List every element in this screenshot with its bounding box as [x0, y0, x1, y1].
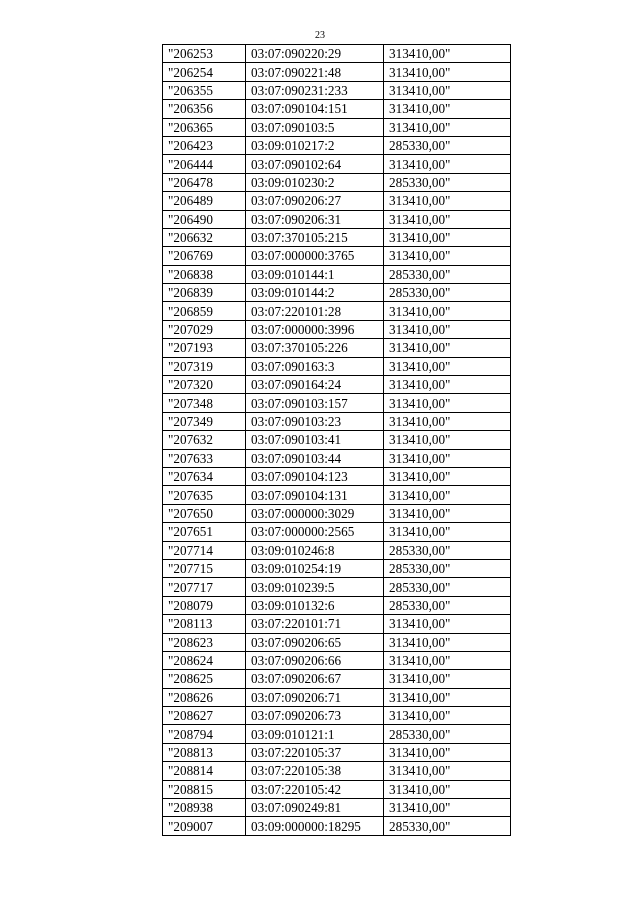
record-number-cell: "207634 [163, 467, 246, 485]
table-row [163, 192, 511, 210]
record-number-cell: "207348 [163, 394, 246, 412]
record-number-cell: "208626 [163, 688, 246, 706]
cadastral-number-cell: 03:07:090221:48 [246, 63, 384, 81]
value-cell: 313410,00" [384, 688, 511, 706]
cadastral-number-cell: 03:09:010144:1 [246, 265, 384, 283]
record-number-cell: "208625 [163, 670, 246, 688]
record-number-cell: "207715 [163, 559, 246, 577]
record-number-cell: "206838 [163, 265, 246, 283]
table-row [163, 651, 511, 669]
value-cell: 285330,00" [384, 817, 511, 835]
value-cell: 313410,00" [384, 780, 511, 798]
table-row [163, 467, 511, 485]
record-number-cell: "206423 [163, 136, 246, 154]
value-cell: 313410,00" [384, 707, 511, 725]
table-row [163, 63, 511, 81]
table-row [163, 339, 511, 357]
record-number-cell: "207717 [163, 578, 246, 596]
value-cell: 313410,00" [384, 320, 511, 338]
record-number-cell: "208813 [163, 743, 246, 761]
cadastral-number-cell: 03:07:090206:73 [246, 707, 384, 725]
record-number-cell: "206356 [163, 100, 246, 118]
record-number-cell: "208627 [163, 707, 246, 725]
value-cell: 285330,00" [384, 284, 511, 302]
value-cell: 313410,00" [384, 63, 511, 81]
cadastral-number-cell: 03:07:090249:81 [246, 799, 384, 817]
record-number-cell: "206769 [163, 247, 246, 265]
record-number-cell: "208624 [163, 651, 246, 669]
table-body [163, 45, 511, 836]
cadastral-number-cell: 03:09:010217:2 [246, 136, 384, 154]
page-number: 23 [315, 30, 325, 41]
cadastral-number-cell: 03:07:220101:71 [246, 615, 384, 633]
value-cell: 313410,00" [384, 799, 511, 817]
cadastral-number-cell: 03:09:010132:6 [246, 596, 384, 614]
value-cell: 313410,00" [384, 118, 511, 136]
cadastral-number-cell: 03:09:010144:2 [246, 284, 384, 302]
record-number-cell: "208079 [163, 596, 246, 614]
cadastral-number-cell: 03:07:220101:28 [246, 302, 384, 320]
table-row [163, 559, 511, 577]
table-row [163, 523, 511, 541]
table-row [163, 578, 511, 596]
table-row [163, 136, 511, 154]
value-cell: 313410,00" [384, 523, 511, 541]
table-row [163, 357, 511, 375]
record-number-cell: "208623 [163, 633, 246, 651]
value-cell: 313410,00" [384, 357, 511, 375]
record-number-cell: "208794 [163, 725, 246, 743]
table-row [163, 743, 511, 761]
record-number-cell: "206253 [163, 45, 246, 63]
cadastral-number-cell: 03:07:090206:66 [246, 651, 384, 669]
record-number-cell: "206355 [163, 81, 246, 99]
cadastral-number-cell: 03:07:090103:23 [246, 412, 384, 430]
table-row [163, 799, 511, 817]
value-cell: 313410,00" [384, 210, 511, 228]
value-cell: 313410,00" [384, 155, 511, 173]
value-cell: 313410,00" [384, 431, 511, 449]
table-row [163, 228, 511, 246]
record-number-cell: "206254 [163, 63, 246, 81]
value-cell: 285330,00" [384, 596, 511, 614]
table-row [163, 284, 511, 302]
cadastral-number-cell: 03:07:090231:233 [246, 81, 384, 99]
value-cell: 313410,00" [384, 247, 511, 265]
table-row [163, 707, 511, 725]
cadastral-number-cell: 03:09:010254:19 [246, 559, 384, 577]
value-cell: 313410,00" [384, 651, 511, 669]
record-number-cell: "208815 [163, 780, 246, 798]
record-number-cell: "206365 [163, 118, 246, 136]
record-number-cell: "207193 [163, 339, 246, 357]
value-cell: 313410,00" [384, 302, 511, 320]
cadastral-number-cell: 03:07:090103:44 [246, 449, 384, 467]
cadastral-number-cell: 03:07:090206:65 [246, 633, 384, 651]
record-number-cell: "208938 [163, 799, 246, 817]
cadastral-number-cell: 03:07:000000:3029 [246, 504, 384, 522]
value-cell: 313410,00" [384, 743, 511, 761]
record-number-cell: "207320 [163, 376, 246, 394]
record-number-cell: "208814 [163, 762, 246, 780]
cadastral-number-cell: 03:07:220105:42 [246, 780, 384, 798]
data-table [162, 44, 511, 836]
record-number-cell: "207632 [163, 431, 246, 449]
cadastral-number-cell: 03:07:090104:131 [246, 486, 384, 504]
cadastral-number-cell: 03:07:090104:151 [246, 100, 384, 118]
cadastral-number-cell: 03:07:370105:226 [246, 339, 384, 357]
table-row [163, 670, 511, 688]
record-number-cell: "206632 [163, 228, 246, 246]
value-cell: 313410,00" [384, 486, 511, 504]
cadastral-number-cell: 03:07:090164:24 [246, 376, 384, 394]
cadastral-number-cell: 03:07:000000:3765 [246, 247, 384, 265]
value-cell: 313410,00" [384, 192, 511, 210]
cadastral-number-cell: 03:09:010239:5 [246, 578, 384, 596]
cadastral-number-cell: 03:07:090102:64 [246, 155, 384, 173]
table-row [163, 173, 511, 191]
cadastral-number-cell: 03:09:010121:1 [246, 725, 384, 743]
record-number-cell: "206478 [163, 173, 246, 191]
table-row [163, 247, 511, 265]
record-number-cell: "207650 [163, 504, 246, 522]
value-cell: 313410,00" [384, 376, 511, 394]
value-cell: 313410,00" [384, 762, 511, 780]
table-row [163, 45, 511, 63]
cadastral-number-cell: 03:09:010246:8 [246, 541, 384, 559]
table-row [163, 81, 511, 99]
record-number-cell: "206444 [163, 155, 246, 173]
table-row [163, 449, 511, 467]
value-cell: 313410,00" [384, 670, 511, 688]
record-number-cell: "206490 [163, 210, 246, 228]
table-row [163, 615, 511, 633]
table-row [163, 394, 511, 412]
cadastral-number-cell: 03:07:090103:157 [246, 394, 384, 412]
table-row [163, 780, 511, 798]
table-row [163, 320, 511, 338]
record-number-cell: "207319 [163, 357, 246, 375]
table-row [163, 376, 511, 394]
record-number-cell: "207029 [163, 320, 246, 338]
cadastral-number-cell: 03:07:090206:67 [246, 670, 384, 688]
value-cell: 285330,00" [384, 559, 511, 577]
table-row [163, 817, 511, 835]
value-cell: 285330,00" [384, 173, 511, 191]
cadastral-number-cell: 03:07:220105:37 [246, 743, 384, 761]
value-cell: 313410,00" [384, 467, 511, 485]
record-number-cell: "206839 [163, 284, 246, 302]
table-row [163, 155, 511, 173]
value-cell: 285330,00" [384, 136, 511, 154]
table-row [163, 725, 511, 743]
cadastral-number-cell: 03:07:090104:123 [246, 467, 384, 485]
record-number-cell: "207651 [163, 523, 246, 541]
cadastral-number-cell: 03:09:010230:2 [246, 173, 384, 191]
table-row [163, 412, 511, 430]
cadastral-number-cell: 03:07:370105:215 [246, 228, 384, 246]
table-row [163, 541, 511, 559]
value-cell: 313410,00" [384, 412, 511, 430]
record-number-cell: "206489 [163, 192, 246, 210]
table-row [163, 688, 511, 706]
cadastral-number-cell: 03:07:220105:38 [246, 762, 384, 780]
cadastral-number-cell: 03:07:000000:2565 [246, 523, 384, 541]
record-number-cell: "206859 [163, 302, 246, 320]
table-row [163, 596, 511, 614]
value-cell: 313410,00" [384, 45, 511, 63]
cadastral-number-cell: 03:07:090103:41 [246, 431, 384, 449]
cadastral-number-cell: 03:07:090206:27 [246, 192, 384, 210]
value-cell: 313410,00" [384, 100, 511, 118]
cadastral-number-cell: 03:09:000000:18295 [246, 817, 384, 835]
cadastral-number-cell: 03:07:090206:31 [246, 210, 384, 228]
value-cell: 285330,00" [384, 725, 511, 743]
value-cell: 313410,00" [384, 228, 511, 246]
value-cell: 285330,00" [384, 578, 511, 596]
value-cell: 285330,00" [384, 541, 511, 559]
value-cell: 313410,00" [384, 81, 511, 99]
record-number-cell: "207349 [163, 412, 246, 430]
table-row [163, 486, 511, 504]
table-row [163, 210, 511, 228]
record-number-cell: "207633 [163, 449, 246, 467]
table-row [163, 431, 511, 449]
table-row [163, 100, 511, 118]
table-row [163, 118, 511, 136]
value-cell: 285330,00" [384, 265, 511, 283]
table-row [163, 265, 511, 283]
value-cell: 313410,00" [384, 339, 511, 357]
cadastral-number-cell: 03:07:090206:71 [246, 688, 384, 706]
cadastral-number-cell: 03:07:090163:3 [246, 357, 384, 375]
cadastral-number-cell: 03:07:000000:3996 [246, 320, 384, 338]
record-number-cell: "209007 [163, 817, 246, 835]
table-row [163, 504, 511, 522]
table-row [163, 762, 511, 780]
table-row [163, 633, 511, 651]
value-cell: 313410,00" [384, 449, 511, 467]
value-cell: 313410,00" [384, 504, 511, 522]
value-cell: 313410,00" [384, 633, 511, 651]
record-number-cell: "207714 [163, 541, 246, 559]
record-number-cell: "208113 [163, 615, 246, 633]
cadastral-number-cell: 03:07:090220:29 [246, 45, 384, 63]
record-number-cell: "207635 [163, 486, 246, 504]
value-cell: 313410,00" [384, 615, 511, 633]
cadastral-number-cell: 03:07:090103:5 [246, 118, 384, 136]
value-cell: 313410,00" [384, 394, 511, 412]
table-row [163, 302, 511, 320]
